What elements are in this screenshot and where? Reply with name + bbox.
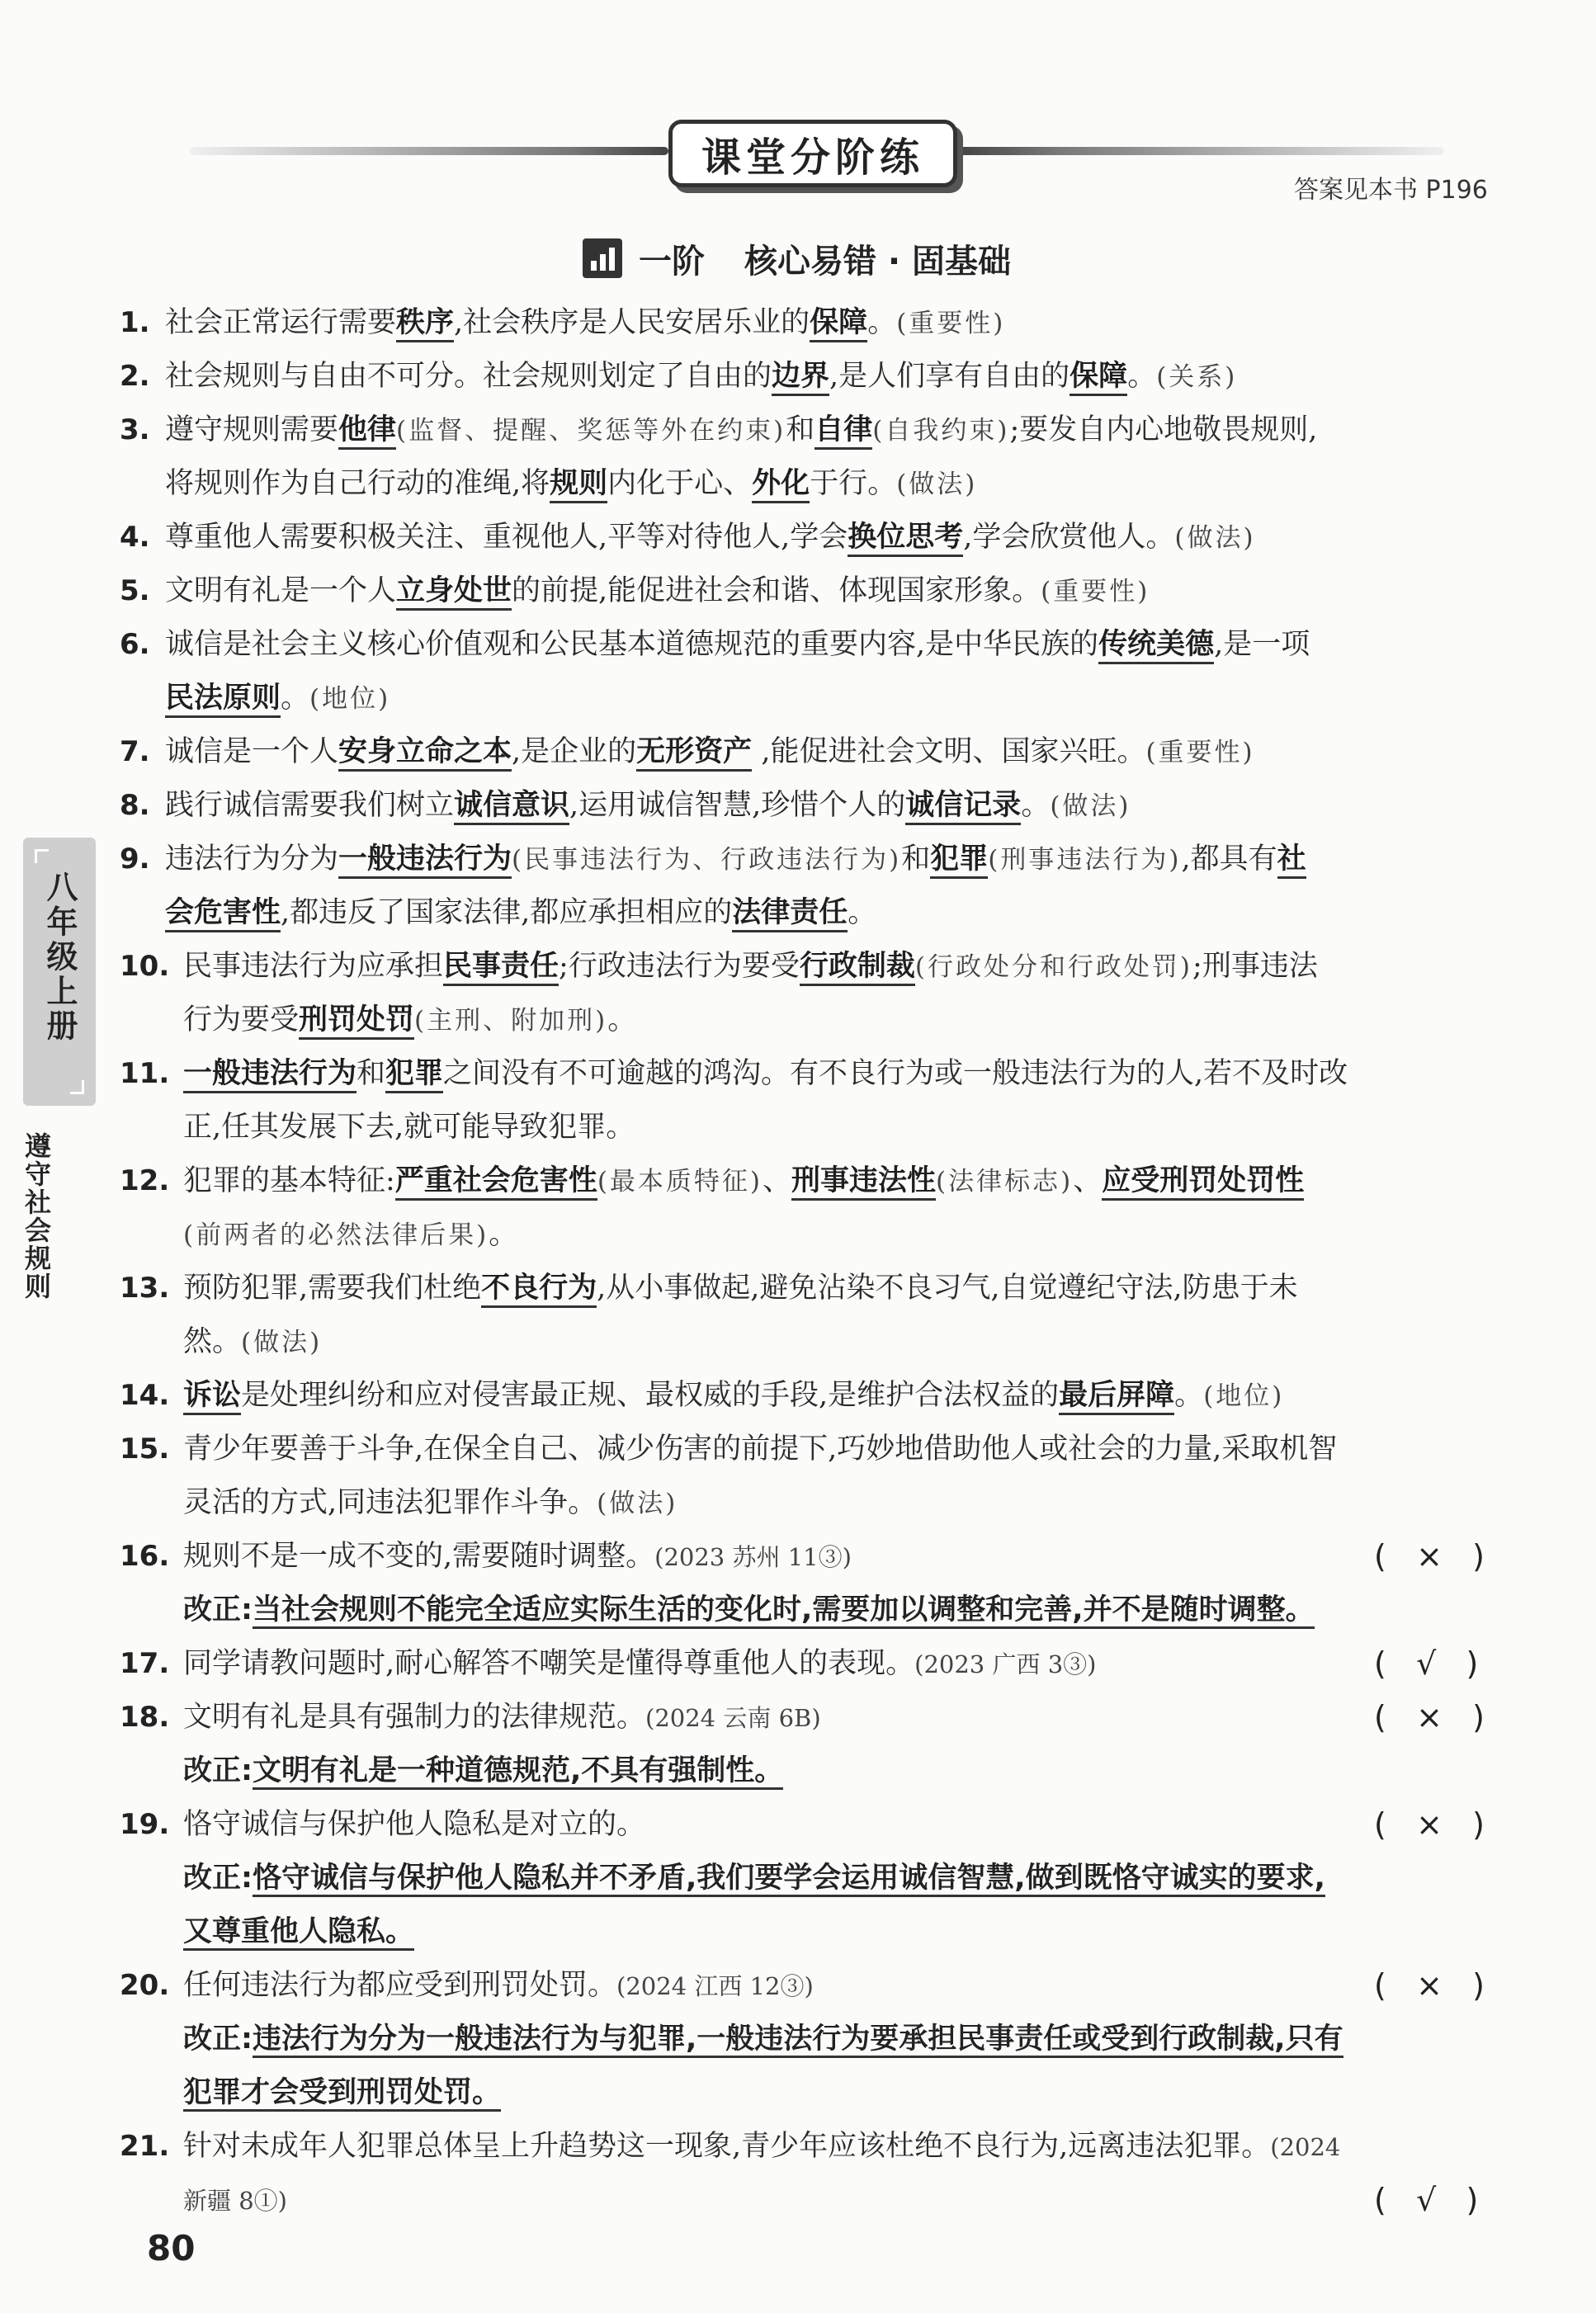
key-term: 传统美德	[1098, 628, 1214, 664]
key-term: 秩序	[396, 306, 454, 342]
item-text: 犯罪的基本特征:	[183, 1164, 395, 1197]
judgment-mark: ( × )	[1374, 1699, 1485, 1735]
item-text: ,能促进社会文明、国家兴旺。	[752, 735, 1146, 768]
category-note: (关系)	[1156, 362, 1238, 392]
correction-line	[183, 1589, 1315, 1631]
item-text: 、	[763, 1164, 792, 1197]
item-number: 9.	[120, 843, 150, 876]
item-text: 违法行为分为	[165, 843, 339, 876]
item-note: (行政处分和行政处罚)	[914, 952, 1193, 982]
key-term: 换位思考	[848, 521, 963, 557]
correction-line	[183, 1857, 1325, 1899]
key-term: 犯罪	[930, 843, 988, 879]
item-number: 1.	[120, 306, 150, 339]
item-note: (刑事违法行为)	[988, 845, 1182, 875]
correction-line	[183, 2018, 1343, 2060]
item-text: ,是一项	[1214, 628, 1310, 661]
item-text: 社会规则与自由不可分。社会规则划定了自由的	[165, 360, 772, 393]
list-item	[183, 1375, 1284, 1417]
list-item	[165, 356, 1237, 398]
item-text: 的前提,能促进社会和谐、体现国家形象。	[512, 574, 1041, 607]
item-text: 。	[281, 682, 310, 715]
item-text: 和	[901, 843, 931, 876]
item-text: 是处理纠纷和应对侵害最正规、最权威的手段,是维护合法权益的	[241, 1379, 1060, 1412]
list-item	[165, 517, 1256, 559]
item-text: 预防犯罪,需要我们杜绝	[183, 1272, 482, 1305]
page-number: 80	[147, 2228, 196, 2268]
category-note: (做法)	[1174, 523, 1256, 553]
key-term: 边界	[772, 360, 829, 396]
list-item	[165, 731, 1255, 773]
unit-label: 遵守社会规则	[21, 1132, 52, 1300]
item-number: 21.	[120, 2130, 170, 2163]
list-item-continuation	[183, 999, 636, 1041]
item-text: ,都具有	[1181, 843, 1277, 876]
judgment-item	[183, 1643, 1096, 1685]
correction-text: 当社会规则不能完全适应实际生活的变化时,需要加以调整和完善,并不是随时调整。	[253, 1593, 1315, 1629]
item-text: 。	[848, 896, 877, 929]
key-term: 诚信记录	[905, 789, 1021, 825]
stage-title	[583, 235, 1011, 281]
item-text: 尊重他人需要积极关注、重视他人,平等对待他人,学会	[165, 521, 848, 554]
key-term: 立身处世	[396, 574, 512, 611]
key-term: 诉讼	[183, 1379, 241, 1415]
stage-label: 一阶	[639, 242, 705, 281]
item-text: 同学请教问题时,耐心解答不嘲笑是懂得尊重他人的表现。	[183, 1647, 915, 1680]
source-tag: (2024	[1270, 2133, 1341, 2161]
item-text: ,学会欣赏他人。	[963, 521, 1175, 554]
correction-text: 文明有礼是一种道德规范,不具有强制性。	[253, 1754, 783, 1790]
item-text: 于行。	[810, 467, 897, 500]
list-item	[165, 570, 1150, 612]
item-number: 18.	[120, 1701, 170, 1734]
judgment-item	[183, 1697, 821, 1739]
item-text: 社会正常运行需要	[165, 306, 397, 339]
item-note: (民事违法行为、行政违法行为)	[512, 845, 902, 875]
item-text: 规则不是一成不变的,需要随时调整。	[183, 1540, 655, 1573]
correction-label: 改正:	[183, 1862, 253, 1895]
key-term: 他律	[338, 413, 396, 450]
list-item	[183, 946, 1318, 988]
item-text: 正,任其发展下去,就可能导致犯罪。	[183, 1111, 635, 1144]
item-number: 10.	[120, 950, 170, 983]
item-number: 14.	[120, 1379, 170, 1412]
item-number: 17.	[120, 1647, 170, 1680]
item-text: ,是人们享有自由的	[829, 360, 1070, 393]
correction-label: 改正:	[183, 2023, 253, 2056]
key-term: 安身立命之本	[338, 735, 512, 772]
banner-rule-right	[957, 147, 1444, 155]
correction-label: 改正:	[183, 1593, 253, 1626]
judgment-item	[183, 1965, 814, 2007]
list-item	[165, 785, 1131, 827]
correction-line	[183, 1750, 783, 1791]
item-number: 6.	[120, 628, 150, 661]
key-term: 最后屏障	[1059, 1379, 1174, 1415]
item-text: ;要发自内心地敬畏规则,	[1009, 413, 1318, 446]
item-text: 内化于心、	[607, 467, 753, 500]
key-term: 外化	[752, 467, 810, 503]
category-note: (重要性)	[896, 309, 1006, 338]
source-tag: 新疆 8①)	[183, 2187, 287, 2215]
category-note: (地位)	[309, 684, 391, 714]
item-text: 针对未成年人犯罪总体呈上升趋势这一现象,青少年应该杜绝不良行为,远离违法犯罪。	[183, 2130, 1271, 2163]
list-item-continuation	[183, 2179, 287, 2221]
item-text: 诚信是社会主义核心价值观和公民基本道德规范的重要内容,是中华民族的	[165, 628, 1099, 661]
item-text: 诚信是一个人	[165, 735, 339, 768]
item-text: ,从小事做起,避免沾染不良习气,自觉遵纪守法,防患于未	[597, 1272, 1298, 1305]
list-item-continuation	[183, 1107, 635, 1148]
key-term: 刑罚处罚	[299, 1003, 414, 1040]
item-text: 行为要受	[183, 1003, 300, 1036]
key-term: 规则	[550, 467, 607, 503]
item-text: 。	[1174, 1379, 1204, 1412]
tab-bracket-decoration	[70, 1080, 84, 1094]
item-text: 。	[1127, 360, 1157, 393]
list-item-continuation	[165, 463, 977, 505]
key-term: 保障	[810, 306, 867, 342]
item-text: ,社会秩序是人民安居乐业的	[454, 306, 810, 339]
item-note: (监督、提醒、奖惩等外在约束)	[396, 416, 786, 446]
item-number: 12.	[120, 1164, 170, 1197]
item-number: 2.	[120, 360, 150, 393]
judgment-item	[183, 1536, 852, 1578]
item-note: (前两者的必然法律后果)	[183, 1220, 489, 1250]
bar-chart-icon	[583, 238, 622, 278]
key-term: 一般违法行为	[338, 843, 512, 879]
key-term: 会危害性	[165, 896, 281, 932]
category-note: (重要性)	[1145, 738, 1255, 767]
key-term: 犯罪	[385, 1057, 443, 1093]
list-item-continuation	[165, 677, 390, 720]
key-term: 无形资产	[636, 735, 752, 772]
item-number: 16.	[120, 1540, 170, 1573]
list-item	[165, 302, 1005, 344]
item-number: 19.	[120, 1808, 170, 1841]
key-term: 刑事违法性	[791, 1164, 936, 1201]
tab-bracket-decoration	[35, 849, 49, 863]
category-note: (做法)	[597, 1489, 678, 1518]
category-note: (地位)	[1203, 1381, 1285, 1411]
judgment-mark: ( × )	[1374, 1806, 1485, 1843]
key-term: 法律责任	[732, 896, 848, 932]
item-number: 11.	[120, 1057, 170, 1090]
list-item-continuation	[183, 1214, 517, 1256]
item-text: 青少年要善于斗争,在保全自己、减少伤害的前提下,巧妙地借助他人或社会的力量,采取机智	[183, 1433, 1338, 1466]
key-term: 一般违法行为	[183, 1057, 357, 1093]
item-text: 恪守诚信与保护他人隐私是对立的。	[183, 1808, 646, 1841]
stage-subtitle: 核心易错 · 固基础	[744, 242, 1012, 281]
list-item	[183, 1428, 1337, 1470]
item-number: 8.	[120, 789, 150, 822]
grade-label: 八年级上册	[41, 871, 78, 1044]
item-text: 民事违法行为应承担	[183, 950, 444, 983]
list-item-continuation	[183, 1482, 678, 1524]
key-term: 民法原则	[165, 682, 281, 718]
item-text: ,是企业的	[512, 735, 637, 768]
key-term: 社	[1277, 843, 1306, 879]
item-text: 文明有礼是一个人	[165, 574, 397, 607]
category-note: (做法)	[896, 470, 978, 499]
item-text: 。	[607, 1003, 637, 1036]
key-term: 保障	[1070, 360, 1127, 396]
item-number: 5.	[120, 574, 150, 607]
list-item	[183, 1267, 1298, 1309]
item-note: (法律标志)	[936, 1167, 1074, 1197]
item-text: 践行诚信需要我们树立	[165, 789, 455, 822]
item-text: 和	[357, 1057, 386, 1090]
item-text: 灵活的方式,同违法犯罪作斗争。	[183, 1486, 597, 1519]
list-item-continuation	[165, 892, 876, 933]
category-note: (重要性)	[1041, 577, 1150, 607]
judgment-item	[183, 2126, 1340, 2168]
judgment-mark: ( × )	[1374, 1967, 1485, 2004]
item-number: 15.	[120, 1433, 170, 1466]
item-number: 20.	[120, 1969, 170, 2002]
judgment-mark: ( √ )	[1374, 2182, 1479, 2218]
item-number: 7.	[120, 735, 150, 768]
item-text: 遵守规则需要	[165, 413, 339, 446]
item-text: 然。	[183, 1325, 242, 1358]
item-text: ,运用诚信智慧,珍惜个人的	[569, 789, 906, 822]
judgment-mark: ( × )	[1374, 1538, 1485, 1574]
key-term: 行政制裁	[800, 950, 915, 986]
item-text: ;行政违法行为要受	[559, 950, 800, 983]
source-tag: (2023 苏州 11③)	[654, 1543, 852, 1571]
correction-continuation	[183, 2072, 501, 2113]
answer-reference: 答案见本书 P196	[1294, 176, 1488, 205]
correction-text: 恪守诚信与保护他人隐私并不矛盾,我们要学会运用诚信智慧,做到既恪守诚实的要求,	[253, 1862, 1325, 1897]
list-item-continuation	[183, 1321, 322, 1363]
source-tag: (2023 广西 3③)	[914, 1650, 1097, 1678]
item-note: (自我约束)	[872, 416, 1010, 446]
list-item	[165, 838, 1306, 880]
item-number: 13.	[120, 1272, 170, 1305]
judgment-item	[183, 1804, 645, 1845]
item-text: 。	[867, 306, 897, 339]
list-item	[183, 1160, 1304, 1202]
category-note: (做法)	[1050, 791, 1131, 821]
source-tag: (2024 云南 6B)	[645, 1704, 821, 1732]
correction-continuation	[183, 1911, 414, 1952]
item-text: 和	[786, 413, 815, 446]
key-term: 诚信意识	[454, 789, 569, 825]
item-text: 。	[1021, 789, 1051, 822]
item-note: (最本质特征)	[597, 1167, 763, 1197]
key-term: 不良行为	[481, 1272, 597, 1308]
item-text: 任何违法行为都应受到刑罚处罚。	[183, 1969, 617, 2002]
key-term: 民事责任	[443, 950, 559, 986]
item-text: ;刑事违法	[1192, 950, 1318, 983]
item-text: 之间没有不可逾越的鸿沟。有不良行为或一般违法行为的人,若不及时改	[443, 1057, 1348, 1090]
correction-text: 又尊重他人隐私。	[183, 1915, 414, 1951]
correction-label: 改正:	[183, 1754, 253, 1787]
item-text: 将规则作为自己行动的准绳,将	[165, 467, 550, 500]
item-number: 4.	[120, 521, 150, 554]
item-text: ,都违反了国家法律,都应承担相应的	[281, 896, 733, 929]
source-tag: (2024 江西 12③)	[616, 1972, 814, 2000]
category-note: (做法)	[241, 1328, 323, 1357]
key-term: 应受刑罚处罚性	[1102, 1164, 1304, 1201]
section-banner: 课堂分阶练	[668, 120, 957, 187]
item-number: 3.	[120, 413, 150, 446]
item-note: (主刑、附加刑)	[414, 1006, 608, 1036]
grade-side-tab	[23, 838, 96, 1106]
correction-text: 犯罪才会受到刑罚处罚。	[183, 2076, 501, 2112]
judgment-mark: ( √ )	[1374, 1645, 1479, 1682]
item-text: 文明有礼是具有强制力的法律规范。	[183, 1701, 646, 1734]
key-term: 严重社会危害性	[395, 1164, 597, 1201]
item-text: 、	[1073, 1164, 1103, 1197]
list-item	[165, 624, 1310, 665]
correction-text: 违法行为分为一般违法行为与犯罪,一般违法行为要承担民事责任或受到行政制裁,只有	[253, 2023, 1343, 2058]
key-term: 自律	[815, 413, 872, 450]
list-item	[183, 1053, 1348, 1094]
list-item	[165, 409, 1317, 451]
banner-rule-left	[190, 147, 668, 155]
item-text: 。	[489, 1218, 518, 1251]
